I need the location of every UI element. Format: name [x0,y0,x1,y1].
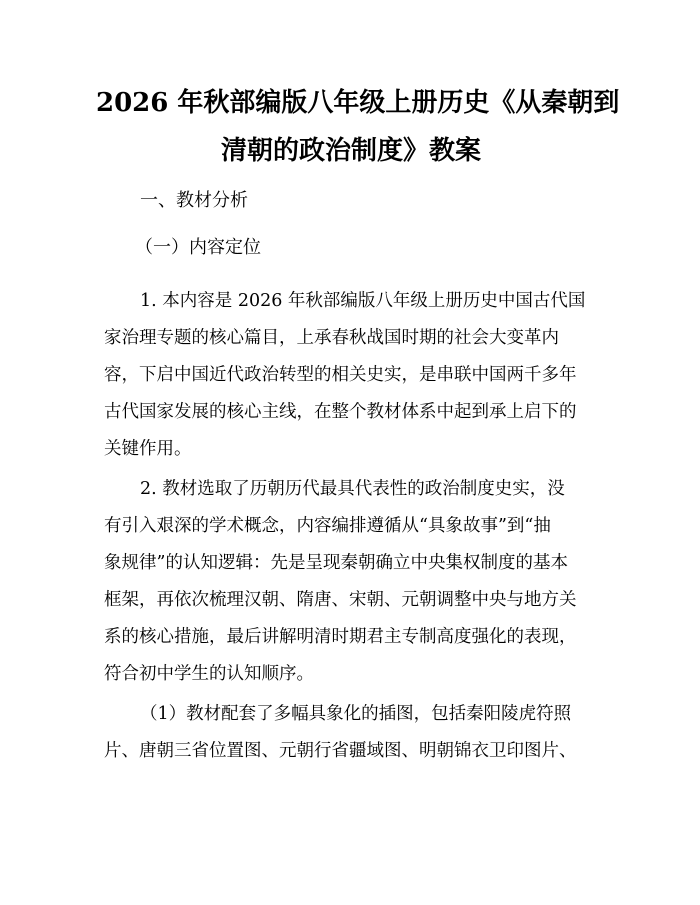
paragraph-line: 古代国家发展的核心主线，在整个教材体系中起到承上启下的 [104,402,577,422]
paragraph-line: 片、唐朝三省位置图、元朝行省疆域图、明朝锦衣卫印图片、 [104,741,577,761]
paragraph-line: 容，下启中国近代政治转型的相关史实，是串联中国两千多年 [104,365,577,385]
paragraph-2 [104,471,600,693]
paragraph-3 [104,696,600,770]
section-heading-teaching-material-analysis: 一、教材分析 [140,190,248,211]
paragraph-line: 家治理专题的核心篇目，上承春秋战国时期的社会大变革内 [104,328,559,348]
subsection-heading-content-positioning: （一）内容定位 [135,237,261,258]
paragraph-line: 2. 教材选取了历朝历代最具代表性的政治制度史实，没 [140,479,565,499]
paragraph-line: 1. 本内容是 2026 年秋部编版八年级上册历史中国古代国 [140,291,586,311]
document-title-line-2: 清朝的政治制度》教案 [220,136,481,166]
paragraph-line: 象规律”的认知逻辑：先是呈现秦朝确立中央集权制度的基本 [104,553,568,573]
paragraph-line: 系的核心措施，最后讲解明清时期君主专制高度强化的表现， [104,627,577,647]
paragraph-line: （1）教材配套了多幅具象化的插图，包括秦阳陵虎符照 [140,704,572,724]
paragraph-1 [104,283,600,468]
paragraph-line: 符合初中学生的认知顺序。 [104,664,314,684]
paragraph-line: 有引入艰深的学术概念，内容编排遵循从“具象故事”到“抽 [104,516,551,536]
paragraph-line: 关键作用。 [104,439,192,459]
document-title-line-1: 2026 年秋部编版八年级上册历史《从秦朝到 [96,88,620,118]
paragraph-line: 框架，再依次梳理汉朝、隋唐、宋朝、元朝调整中央与地方关 [104,590,577,610]
